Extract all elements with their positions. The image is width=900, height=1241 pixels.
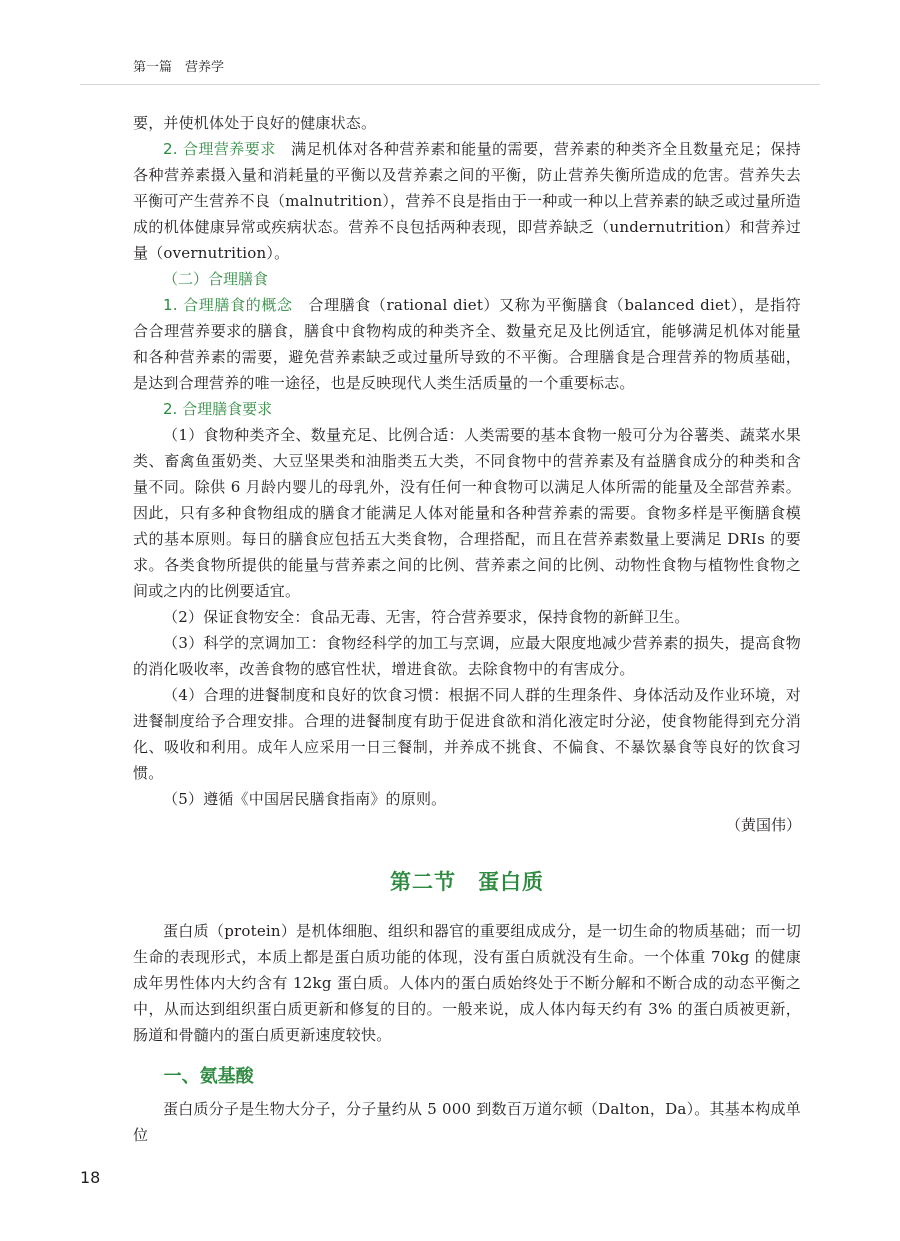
subheading-balanced-diet: （二）合理膳食 (163, 270, 269, 288)
paragraph-continuation: 要，并使机体处于良好的健康状态。 (133, 114, 377, 132)
list-item: （5）遵循《中国居民膳食指南》的原则。 (163, 790, 447, 808)
list-item: （2）保证食物安全：食品无毒、无害，符合营养要求，保持食物的新鲜卫生。 (163, 608, 690, 626)
list-item: （3）科学的烹调加工：食物经科学的加工与烹调，应最大限度地减少营养素的损失，提高食物的消化吸收率，改善食物的感官性状，增进食欲。去除食物中的有害成分。 (133, 634, 801, 678)
running-header: 第一篇 营养学 (133, 60, 225, 75)
paragraph-text: 合理膳食（rational diet）又称为平衡膳食（balanced diet），是指符合合理营养要求的膳食，膳食中食物构成的种类齐全、数量充足及比例适宜，能够满足机体对能量和各种营养素的需要，避免营养素缺乏或过量所导致的不平衡。合理膳食是合理营养的物质基础，是达到合理营养的唯一途径，也是反映现代人类生活质量的一个重要标志。 (133, 296, 801, 392)
paragraph-text: 满足机体对各种营养素和能量的需要，营养素的种类齐全且数量充足；保持各种营养素摄入量和消耗量的平衡以及营养素之间的平衡，防止营养失衡所造成的危害。营养失去平衡可产生营养不良（malnutrition），营养不良是指由于一种或一种以上营养素的缺乏或过量所造成的机体健康异常或疾病状态。营养不良包括两种表现，即营养缺乏（undernutrition）和营养过量（overnutrition）。 (133, 140, 801, 262)
heading-amino-acids: 一、氨基酸 (163, 1066, 254, 1087)
page-body (133, 110, 801, 1148)
paragraph-diet-concept (133, 292, 801, 396)
paragraph-protein-intro: 蛋白质（protein）是机体细胞、组织和器官的重要组成成分，是一切生命的物质基础；而一切生命的表现形式，本质上都是蛋白质功能的体现，没有蛋白质就没有生命。一个体重 70kg 的健康成年男性体内大约含有 12kg 蛋白质。人体内的蛋白质始终处于不断分解和不断合成的动态平衡之中，从而达到组织蛋白质更新和修复的目的。一般来说，成人体内每天约有 3% 的蛋白质被更新，肠道和骨髓内的蛋白质更新速度较快。 (133, 922, 801, 1044)
section-title: 第二节 蛋白质 (390, 870, 544, 894)
paragraph-nutrition-requirements (133, 136, 801, 266)
subheading-nutrition-requirements: 2. 合理营养要求 (163, 140, 276, 158)
header-rule (80, 84, 820, 85)
subheading-diet-concept: 1. 合理膳食的概念 (163, 296, 293, 314)
list-item: （4）合理的进餐制度和良好的饮食习惯：根据不同人群的生理条件、身体活动及作业环境，对进餐制度给予合理安排。合理的进餐制度有助于促进食欲和消化液定时分泌，使食物能得到充分消化、吸收和利用。成年人应采用一日三餐制，并养成不挑食、不偏食、不暴饮暴食等良好的饮食习惯。 (133, 686, 801, 782)
subheading-diet-requirements: 2. 合理膳食要求 (163, 400, 273, 418)
author-credit: （黄国伟） (725, 816, 801, 834)
paragraph-amino-acids: 蛋白质分子是生物大分子，分子量约从 5 000 到数百万道尔顿（Dalton，Da）。其基本构成单位 (133, 1100, 801, 1144)
page-number: 18 (80, 1168, 101, 1187)
list-item: （1）食物种类齐全、数量充足、比例合适：人类需要的基本食物一般可分为谷薯类、蔬菜水果类、畜禽鱼蛋奶类、大豆坚果类和油脂类五大类，不同食物中的营养素及有益膳食成分的种类和含量不同。除供 6 月龄内婴儿的母乳外，没有任何一种食物可以满足人体所需的能量及全部营养素。因此，只有多种食物组成的膳食才能满足人体对能量和各种营养素的需要。食物多样是平衡膳食模式的基本原则。每日的膳食应包括五大类食物，合理搭配，而且在营养素数量上要满足 DRIs 的要求。各类食物所提供的能量与营养素之间的比例、营养素之间的比例、动物性食物与植物性食物之间或之内的比例要适宜。 (133, 426, 801, 600)
